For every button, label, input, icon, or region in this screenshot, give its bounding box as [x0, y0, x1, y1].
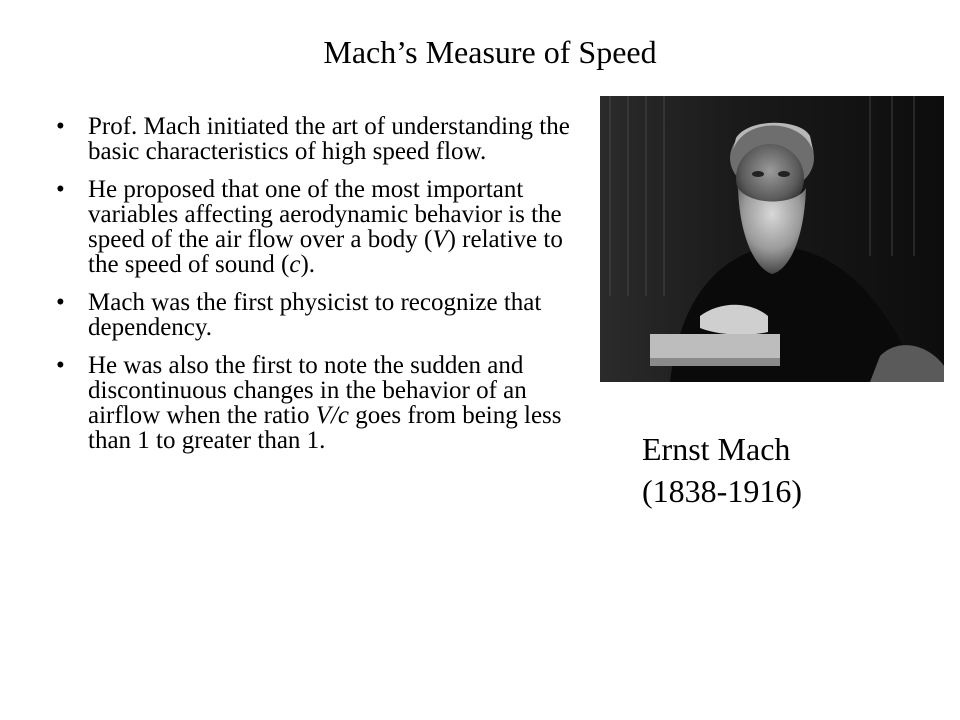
caption-name: Ernst Mach: [642, 431, 791, 467]
bullet-text: He was also the first to note the sudden and discontinuous changes in the behavior of an airflow when the ratio V/c goes from being less than 1 to greater than 1.: [88, 352, 562, 454]
bullet-text: Prof. Mach initiated the art of understanding the basic characteristics of high speed flow.: [88, 113, 570, 165]
caption-dates: (1838-1916): [642, 473, 802, 509]
mach-ratio-symbol: V/c: [315, 402, 350, 429]
bullet-item: [50, 353, 580, 453]
bullet-dot: •: [56, 113, 65, 140]
portrait-photo: [600, 96, 944, 382]
portrait-illustration: [600, 96, 944, 382]
bullet-dot: •: [56, 352, 65, 379]
bullet-item: [50, 114, 580, 164]
slide-title: Mach’s Measure of Speed: [323, 34, 657, 70]
photo-caption: [642, 428, 902, 512]
bullet-text: He proposed that one of the most important variables affecting aerodynamic behavior is the speed of the air flow over a body (V) relative to the speed of sound (c).: [88, 176, 563, 278]
bullet-item: [50, 290, 580, 340]
sound-speed-symbol: c: [289, 251, 301, 278]
bullet-item: [50, 177, 580, 277]
bullet-text: Mach was the first physicist to recognize that dependency.: [88, 289, 542, 341]
velocity-symbol: V: [432, 226, 448, 253]
bullet-dot: •: [56, 289, 65, 316]
bullet-list: [50, 114, 580, 466]
bullet-dot: •: [56, 176, 65, 203]
